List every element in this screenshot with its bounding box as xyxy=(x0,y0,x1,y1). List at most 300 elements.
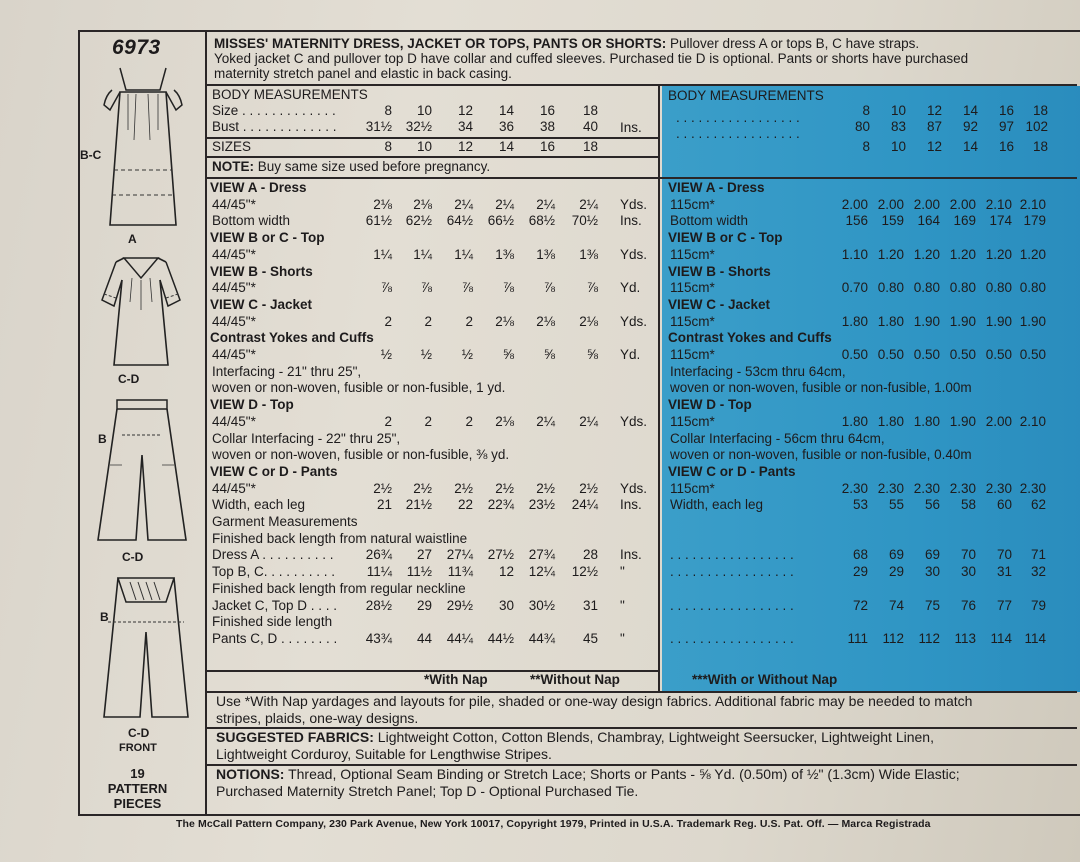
imperial-row-value: 27¾ xyxy=(528,547,555,563)
metric-row-value: 1.80 xyxy=(877,413,904,429)
metric-row-value: 2.00 xyxy=(985,413,1012,429)
pattern-number: 6973 xyxy=(112,36,161,59)
bust-value: 38 xyxy=(539,119,555,134)
imperial-row-value: 24¼ xyxy=(571,497,598,513)
metric-row-value: 72 xyxy=(852,597,868,613)
metric-row-value: 29 xyxy=(852,564,868,580)
imperial-row-value: 28 xyxy=(582,547,598,563)
notions-line2: Purchased Maternity Stretch Panel; Top D - Optional Purchased Tie. xyxy=(216,783,639,799)
metric-bust-value: 97 xyxy=(998,119,1014,134)
metric-row-value: 0.80 xyxy=(913,280,940,296)
imperial-section-heading: VIEW D - Top xyxy=(210,397,294,413)
imperial-row-label: 44/45"* xyxy=(212,480,256,496)
size-value-2: 14 xyxy=(498,139,514,154)
fabrics-label: SUGGESTED FABRICS: xyxy=(216,729,374,745)
publisher-footer: The McCall Pattern Company, 230 Park Avenue, New York 10017, Copyright 1979, Printed in U.S.A. Trademark Reg. U.S. Pat. Off. — Marca Registrada xyxy=(176,818,931,830)
imperial-row-value: 2 xyxy=(424,413,432,429)
imperial-row-value: 2⅛ xyxy=(495,413,514,429)
imperial-row-value: 28½ xyxy=(365,597,392,613)
metric-row-value: 0.80 xyxy=(877,280,904,296)
imperial-section-heading: VIEW C - Jacket xyxy=(210,296,313,312)
imperial-row-value: 44¼ xyxy=(446,630,473,646)
bust-value: 32½ xyxy=(405,119,432,134)
imperial-row-value: 11½ xyxy=(406,564,432,580)
imperial-row-label: Collar Interfacing - 22" thru 25", xyxy=(212,430,401,446)
fabrics-line2: Lightweight Corduroy, Suitable for Lengthwise Stripes. xyxy=(216,746,552,762)
imperial-row-label: Finished back length from natural waistline xyxy=(212,530,468,546)
description-line2: Yoked jacket C and pullover top D have collar and cuffed sleeves. Purchased tie D is optional. Pants or shorts have purchased xyxy=(214,51,969,66)
metric-section-heading: VIEW A - Dress xyxy=(668,180,765,195)
imperial-row-value: 1¼ xyxy=(413,246,432,262)
imperial-row-value: 1⅜ xyxy=(495,246,514,262)
metric-body-measurements: BODY MEASUREMENTS xyxy=(668,88,824,103)
metric-row-value: 58 xyxy=(960,497,976,513)
metric-size-value: 10 xyxy=(890,103,906,118)
imperial-row-value: 22¾ xyxy=(487,497,514,513)
sketch-label-bc: B-C xyxy=(80,148,102,162)
imperial-row-value: 29 xyxy=(416,597,432,613)
imperial-row-label: woven or non-woven, fusible or non-fusible, 1 yd. xyxy=(212,380,506,396)
imperial-section-heading: VIEW C or D - Pants xyxy=(210,463,338,479)
size-value: 10 xyxy=(416,103,432,118)
imperial-row-value: 45 xyxy=(582,630,598,646)
metric-row-value: 113 xyxy=(954,630,976,646)
imperial-row-value: 2½ xyxy=(495,480,514,496)
imperial-row-value: 2½ xyxy=(454,480,473,496)
metric-row-value: 0.50 xyxy=(877,347,904,362)
with-or-without-nap: ***With or Without Nap xyxy=(692,672,838,687)
imperial-row-value: 2½ xyxy=(413,480,432,496)
metric-row-label: 115cm* xyxy=(670,480,715,496)
metric-row-value: 1.20 xyxy=(877,246,904,262)
imperial-row-value: ½ xyxy=(461,347,473,362)
metric-row-value: 74 xyxy=(888,597,904,613)
metric-size-value-2: 14 xyxy=(962,139,978,154)
imperial-row-unit: Yds. xyxy=(620,313,648,329)
metric-size-value-2: 18 xyxy=(1032,139,1048,154)
metric-row-value: 1.90 xyxy=(913,313,940,329)
metric-row-label: . . . . . . . . . . . . . . . . . xyxy=(670,547,794,563)
imperial-row-value: 43¾ xyxy=(365,630,392,646)
sizes-label: SIZES xyxy=(212,139,252,154)
size-value: 16 xyxy=(539,103,555,118)
imperial-row-label: Garment Measurements xyxy=(212,514,358,529)
notions-label: NOTIONS: xyxy=(216,766,285,782)
metric-row-value: 56 xyxy=(924,497,940,513)
imperial-row-value: 2¼ xyxy=(536,413,555,429)
metric-row-value: 1.90 xyxy=(1019,313,1046,329)
metric-row-value: 69 xyxy=(888,547,904,563)
sketch-label-b-2: B xyxy=(100,610,109,624)
metric-section-heading: VIEW B - Shorts xyxy=(668,263,771,279)
imperial-row-value: 68½ xyxy=(528,213,555,229)
imperial-row-value: 12 xyxy=(498,564,514,580)
imperial-row-label: woven or non-woven, fusible or non-fusible, ⅜ yd. xyxy=(212,447,510,463)
imperial-row-unit: Yd. xyxy=(620,347,641,362)
metric-row-value: 62 xyxy=(1030,497,1046,513)
imperial-row-label: 44/45"* xyxy=(212,280,256,296)
metric-row-label: 115cm* xyxy=(670,246,715,262)
metric-dots-1: . . . . . . . . . . . . . . . . . xyxy=(676,110,800,125)
metric-row-label: Collar Interfacing - 56cm thru 64cm, xyxy=(670,430,885,446)
metric-row-value: 0.50 xyxy=(913,347,940,362)
imperial-row-value: ½ xyxy=(420,347,432,362)
imperial-row-unit: Yds. xyxy=(620,246,648,262)
use-note-line2: stripes, plaids, one-way designs. xyxy=(216,710,419,726)
metric-bust-value: 87 xyxy=(926,119,942,134)
imperial-row-value: 27¼ xyxy=(446,547,473,563)
metric-row-value: 0.80 xyxy=(949,280,976,296)
metric-row-value: 0.50 xyxy=(985,347,1012,362)
metric-row-value: 1.80 xyxy=(913,413,940,429)
metric-row-value: 31 xyxy=(996,564,1012,580)
metric-row-label: 115cm* xyxy=(670,413,715,429)
metric-row-value: 2.30 xyxy=(1019,480,1046,496)
imperial-row-label: Dress A . . . . . . . . . . xyxy=(212,547,334,563)
imperial-row-value: 2 xyxy=(465,313,473,329)
metric-row-value: 1.20 xyxy=(985,246,1012,262)
metric-row-value: 71 xyxy=(1030,547,1046,563)
bust-label: Bust . . . . . . . . . . . . . xyxy=(212,119,337,134)
imperial-row-value: 11¼ xyxy=(366,564,392,580)
imperial-row-value: 1¼ xyxy=(454,246,473,262)
metric-row-value: 68 xyxy=(852,547,868,563)
metric-row-value: 0.80 xyxy=(985,280,1012,296)
rule-sizes xyxy=(207,156,658,158)
metric-row-value: 76 xyxy=(960,597,976,613)
metric-row-value: 2.30 xyxy=(985,480,1012,496)
with-nap: *With Nap xyxy=(424,672,488,687)
metric-row-value: 60 xyxy=(996,497,1012,513)
top-sketch xyxy=(96,250,186,370)
metric-row-value: 112 xyxy=(918,630,940,646)
imperial-row-value: 2¼ xyxy=(536,196,555,212)
metric-row-value: 30 xyxy=(924,564,940,580)
metric-row-value: 164 xyxy=(917,213,940,229)
pieces-number: 19 xyxy=(130,766,145,781)
metric-row-value: 0.70 xyxy=(841,280,868,296)
suggested-fabrics xyxy=(216,729,934,763)
sketch-label-a: A xyxy=(128,232,137,246)
size-value-2: 18 xyxy=(582,139,598,154)
sketch-label-cd-3: C-D xyxy=(128,726,150,740)
sketch-label-cd-2: C-D xyxy=(122,550,144,564)
imperial-body-measurements: BODY MEASUREMENTS xyxy=(212,87,368,102)
rule-note xyxy=(207,177,1077,179)
imperial-row-value: 2⅛ xyxy=(373,196,392,212)
imperial-row-label: 44/45"* xyxy=(212,313,256,329)
metric-size-value: 14 xyxy=(962,103,978,118)
imperial-row-value: 2⅛ xyxy=(536,313,555,329)
imperial-row-value: 61½ xyxy=(365,213,392,229)
metric-row-value: 79 xyxy=(1030,597,1046,613)
imperial-section-heading: VIEW B - Shorts xyxy=(210,263,313,279)
metric-row-label: 115cm* xyxy=(670,280,715,296)
metric-row-label: Interfacing - 53cm thru 64cm, xyxy=(670,363,846,379)
imperial-row-value: ½ xyxy=(380,347,392,362)
use-note xyxy=(216,693,972,727)
imperial-row-value: ⅝ xyxy=(543,347,555,362)
imperial-row-value: 2½ xyxy=(579,480,598,496)
imperial-row-value: 23½ xyxy=(528,497,555,513)
imperial-row-value: 70½ xyxy=(571,213,598,229)
description-line3: maternity stretch panel and elastic in back casing. xyxy=(214,66,512,81)
imperial-row-label: Interfacing - 21" thru 25", xyxy=(212,363,362,379)
metric-row-label: 115cm* xyxy=(670,313,715,329)
metric-row-value: 1.10 xyxy=(841,246,868,262)
imperial-row-unit: Yd. xyxy=(620,280,641,296)
imperial-row-value: 27½ xyxy=(487,547,514,563)
metric-row-value: 1.80 xyxy=(841,313,868,329)
imperial-row-value: 44¾ xyxy=(528,630,555,646)
imperial-row-label: Finished side length xyxy=(212,614,333,630)
imperial-row-value: 29½ xyxy=(446,597,473,613)
notions xyxy=(216,766,960,800)
metric-row-label: . . . . . . . . . . . . . . . . . xyxy=(670,597,794,613)
metric-row-value: 2.00 xyxy=(841,196,868,212)
imperial-row-value: 12¼ xyxy=(528,564,555,580)
imperial-row-value: 30½ xyxy=(528,597,555,613)
imperial-row-unit: Ins. xyxy=(620,497,642,513)
metric-section-heading: VIEW B or C - Top xyxy=(668,230,783,246)
bust-value: 40 xyxy=(582,119,598,134)
metric-row-value: 53 xyxy=(852,497,868,513)
metric-row-label: Width, each leg xyxy=(670,497,764,513)
metric-row-value: 70 xyxy=(996,547,1012,563)
imperial-row-value: 44½ xyxy=(487,630,514,646)
imperial-row-value: 27 xyxy=(416,547,432,563)
metric-row-label: woven or non-woven, fusible or non-fusible, 0.40m xyxy=(670,447,972,463)
metric-row-value: 0.50 xyxy=(949,347,976,362)
metric-bust-value: 92 xyxy=(962,119,978,134)
note xyxy=(212,159,490,175)
imperial-row-unit: " xyxy=(620,597,625,613)
imperial-row-value: ⅞ xyxy=(586,280,598,296)
imperial-section-heading: VIEW A - Dress xyxy=(210,180,307,195)
metric-size-value: 18 xyxy=(1032,103,1048,118)
imperial-row-value: ⅞ xyxy=(461,280,473,296)
metric-section-heading: VIEW C - Jacket xyxy=(668,296,771,312)
metric-row-value: 179 xyxy=(1023,213,1046,229)
metric-row-value: 2.10 xyxy=(1019,196,1046,212)
description xyxy=(214,36,968,81)
imperial-row-value: 66½ xyxy=(487,213,514,229)
imperial-row-value: 21 xyxy=(376,497,392,513)
metric-row-value: 75 xyxy=(924,597,940,613)
metric-row-value: 1.20 xyxy=(1019,246,1046,262)
imperial-section-heading: VIEW B or C - Top xyxy=(210,230,325,246)
imperial-row-value: 2½ xyxy=(536,480,555,496)
imperial-row-value: 2⅛ xyxy=(579,313,598,329)
bust-value: 36 xyxy=(498,119,514,134)
imperial-row-value: 2 xyxy=(384,413,392,429)
imperial-row-value: 2 xyxy=(384,313,392,329)
dress-sketch xyxy=(98,60,188,230)
metric-row-label: 115cm* xyxy=(670,347,715,362)
pieces-line2: PIECES xyxy=(113,796,162,811)
metric-row-value: 1.20 xyxy=(913,246,940,262)
imperial-row-value: 30 xyxy=(498,597,514,613)
imperial-row-value: 2½ xyxy=(373,480,392,496)
bust-value: 31½ xyxy=(365,119,392,134)
metric-row-value: 1.90 xyxy=(949,413,976,429)
imperial-row-label: 44/45"* xyxy=(212,413,256,429)
imperial-row-value: 11¾ xyxy=(447,564,473,580)
metric-size-value-2: 8 xyxy=(862,139,870,154)
metric-section-heading: VIEW D - Top xyxy=(668,397,752,413)
imperial-row-unit: " xyxy=(620,630,625,646)
sketch-label-front: FRONT xyxy=(119,742,157,754)
metric-row-value: 0.50 xyxy=(1019,347,1046,362)
metric-bust-value: 83 xyxy=(890,119,906,134)
metric-row-value: 159 xyxy=(881,213,904,229)
imperial-row-label: Pants C, D . . . . . . . . xyxy=(212,630,338,646)
metric-row-value: 69 xyxy=(924,547,940,563)
metric-size-value: 16 xyxy=(998,103,1014,118)
metric-row-value: 111 xyxy=(847,630,868,646)
imperial-row-value: 2¼ xyxy=(579,196,598,212)
metric-bust-value: 102 xyxy=(1025,119,1048,134)
metric-row-value: 174 xyxy=(989,213,1012,229)
size-value: 12 xyxy=(457,103,473,118)
metric-row-value: 32 xyxy=(1030,564,1046,580)
metric-row-value: 2.30 xyxy=(949,480,976,496)
metric-row-value: 29 xyxy=(888,564,904,580)
fabrics-line1: Lightweight Cotton, Cotton Blends, Chambray, Lightweight Seersucker, Lightweight Linen, xyxy=(377,729,934,745)
imperial-row-value: ⅞ xyxy=(420,280,432,296)
imperial-section-heading: Contrast Yokes and Cuffs xyxy=(210,330,374,346)
imperial-row-label: 44/45"* xyxy=(212,347,256,362)
metric-row-value: 156 xyxy=(845,213,868,229)
metric-section-heading: Contrast Yokes and Cuffs xyxy=(668,330,832,346)
size-value: 14 xyxy=(498,103,514,118)
imperial-row-value: ⅞ xyxy=(380,280,392,296)
metric-row-value: 2.00 xyxy=(913,196,940,212)
imperial-row-unit: Yds. xyxy=(620,480,648,496)
metric-row-label: 115cm* xyxy=(670,196,715,212)
imperial-row-value: 64½ xyxy=(446,213,473,229)
imperial-row-value: 22 xyxy=(457,497,473,513)
imperial-row-value: 1⅜ xyxy=(579,246,598,262)
metric-section-heading: VIEW C or D - Pants xyxy=(668,463,796,479)
metric-row-value: 0.80 xyxy=(1019,280,1046,296)
imperial-row-unit: Yds. xyxy=(620,413,648,429)
use-note-line1: Use *With Nap yardages and layouts for pile, shaded or one-way design fabrics. Additional fabric may be needed to match xyxy=(216,693,973,709)
imperial-row-value: 2 xyxy=(465,413,473,429)
metric-row-label: . . . . . . . . . . . . . . . . . xyxy=(670,630,794,646)
metric-row-value: 77 xyxy=(996,597,1012,613)
imperial-row-value: 21½ xyxy=(405,497,432,513)
pants-sketch-front xyxy=(92,395,192,545)
imperial-row-value: ⅝ xyxy=(586,347,598,362)
bust-unit: Ins. xyxy=(620,120,642,135)
imperial-row-label: Top B, C. . . . . . . . . . xyxy=(212,564,336,580)
metric-row-value: 1.80 xyxy=(877,313,904,329)
imperial-row-label: 44/45"* xyxy=(212,246,256,262)
imperial-row-label: Width, each leg xyxy=(212,497,306,513)
metric-row-value: 0.50 xyxy=(841,347,868,362)
metric-row-value: 1.90 xyxy=(985,313,1012,329)
metric-bust-value: 80 xyxy=(854,119,870,134)
without-nap: **Without Nap xyxy=(530,672,620,687)
sketch-label-cd: C-D xyxy=(118,372,140,386)
note-label: NOTE: xyxy=(212,159,254,174)
imperial-row-value: 62½ xyxy=(405,213,432,229)
metric-row-value: 114 xyxy=(1024,630,1046,646)
imperial-row-unit: Ins. xyxy=(620,213,642,229)
imperial-row-label: Finished back length from regular neckline xyxy=(212,580,466,596)
metric-row-value: 55 xyxy=(888,497,904,513)
imperial-row-value: 2¼ xyxy=(579,413,598,429)
imperial-row-value: 12½ xyxy=(571,564,598,580)
imperial-row-value: 26¾ xyxy=(365,547,392,563)
imperial-row-value: 44 xyxy=(416,630,432,646)
metric-row-value: 2.00 xyxy=(877,196,904,212)
metric-row-value: 114 xyxy=(990,630,1012,646)
imperial-row-value: 1¼ xyxy=(373,246,392,262)
note-text: Buy same size used before pregnancy. xyxy=(257,159,491,174)
metric-row-value: 169 xyxy=(953,213,976,229)
pattern-pieces-count xyxy=(90,766,185,811)
metric-row-label: woven or non-woven, fusible or non-fusible, 1.00m xyxy=(670,380,972,396)
size-value-2: 10 xyxy=(416,139,432,154)
imperial-row-label: Jacket C, Top D . . . . xyxy=(212,597,338,613)
metric-size-value: 12 xyxy=(926,103,942,118)
size-value-2: 16 xyxy=(539,139,555,154)
imperial-row-value: 2⅛ xyxy=(495,313,514,329)
imperial-row-value: ⅞ xyxy=(502,280,514,296)
metric-row-value: 1.90 xyxy=(949,313,976,329)
metric-row-value: 2.10 xyxy=(1019,413,1046,429)
size-value-2: 12 xyxy=(457,139,473,154)
imperial-row-value: 2¼ xyxy=(495,196,514,212)
metric-size-value-2: 16 xyxy=(998,139,1014,154)
imperial-row-value: 1⅜ xyxy=(536,246,555,262)
imperial-row-unit: Yds. xyxy=(620,196,648,212)
imperial-row-value: 31 xyxy=(582,597,598,613)
imperial-row-value: ⅞ xyxy=(543,280,555,296)
metric-size-value: 8 xyxy=(862,103,870,118)
pieces-line1: PATTERN xyxy=(107,781,168,796)
size-value: 18 xyxy=(582,103,598,118)
metric-dots-2: . . . . . . . . . . . . . . . . . xyxy=(676,126,800,141)
notions-line1: Thread, Optional Seam Binding or Stretch Lace; Shorts or Pants - ⅝ Yd. (0.50m) of ½" (1.3cm) Wide Elastic; xyxy=(288,766,960,782)
metric-row-label: Bottom width xyxy=(670,213,749,229)
metric-row-value: 30 xyxy=(960,564,976,580)
size-value: 8 xyxy=(384,103,392,118)
metric-row-value: 2.30 xyxy=(841,480,868,496)
metric-row-value: 2.10 xyxy=(985,196,1012,212)
metric-row-label: . . . . . . . . . . . . . . . . . xyxy=(670,564,794,580)
sketch-label-b: B xyxy=(98,432,107,446)
description-line1: Pullover dress A or tops B, C have straps. xyxy=(670,36,920,51)
imperial-row-unit: Ins. xyxy=(620,547,642,563)
metric-row-value: 2.30 xyxy=(877,480,904,496)
description-title: MISSES' MATERNITY DRESS, JACKET OR TOPS, PANTS OR SHORTS: xyxy=(214,36,667,51)
metric-size-value-2: 10 xyxy=(890,139,906,154)
metric-row-value: 1.20 xyxy=(949,246,976,262)
metric-row-value: 1.80 xyxy=(841,413,868,429)
bust-value: 34 xyxy=(457,119,473,134)
metric-row-value: 2.00 xyxy=(949,196,976,212)
imperial-row-value: ⅝ xyxy=(502,347,514,362)
size-label: Size . . . . . . . . . . . . . xyxy=(212,103,336,118)
imperial-row-value: 2⅛ xyxy=(413,196,432,212)
imperial-row-value: 2 xyxy=(424,313,432,329)
imperial-row-unit: " xyxy=(620,564,625,580)
size-value-2: 8 xyxy=(384,139,392,154)
imperial-row-value: 2¼ xyxy=(454,196,473,212)
